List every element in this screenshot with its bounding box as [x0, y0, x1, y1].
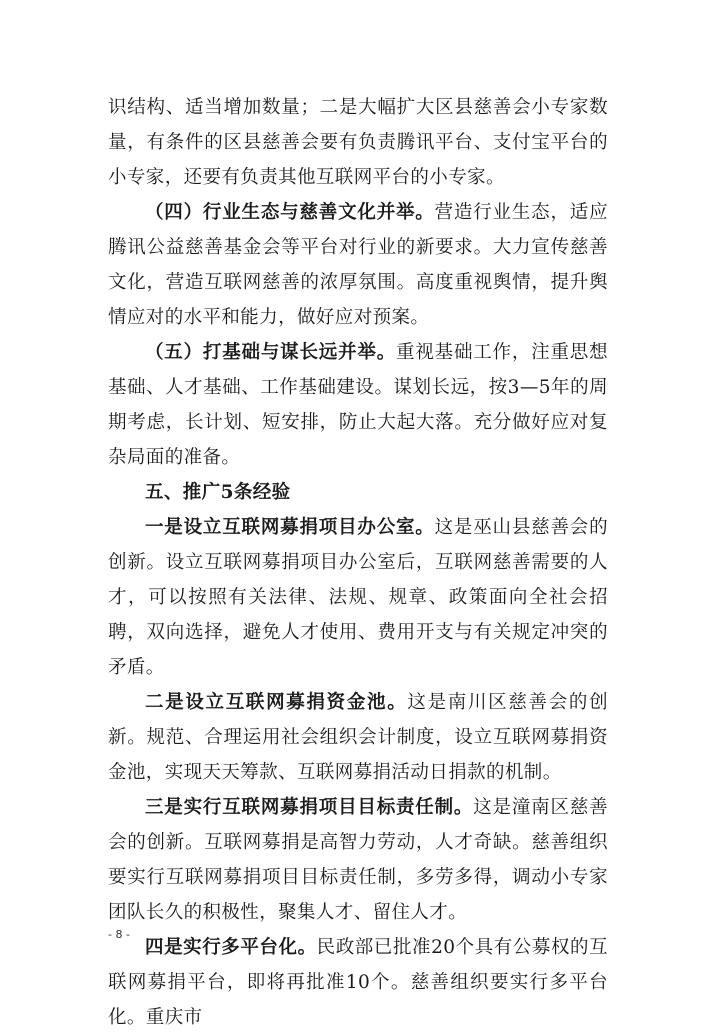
paragraph-text: 营造行业生态，适应腾讯公益慈善基金会等平台对行业的新要求。大力宣传慈善文化，营造互联网慈善的浓厚氛围。高度重视舆情，提升舆情应对的水平和能力，做好应对预案。 [108, 202, 608, 328]
paragraph-continued [108, 90, 608, 195]
paragraph-text: 这是南川区慈善会的创新。规范、合理运用社会组织会计制度，设立互联网募捐资金池，实现天天筹款、互联网募捐活动日捐款的机制。 [108, 692, 608, 783]
paragraph-ecosystem-culture [108, 195, 608, 335]
paragraph-lead: （四）行业生态与慈善文化并举。 [145, 202, 435, 223]
paragraph-experience-1 [108, 510, 608, 685]
paragraph-experience-3 [108, 790, 608, 930]
paragraph-lead: （五）打基础与谋长远并举。 [145, 342, 397, 363]
paragraph-text: 识结构、适当增加数量；二是大幅扩大区县慈善会小专家数量，有条件的区县慈善会要有负责腾讯平台、支付宝平台的小专家，还要有负责其他互联网平台的小专家。 [108, 97, 608, 188]
paragraph-experience-2 [108, 685, 608, 790]
document-body [108, 90, 608, 1035]
paragraph-foundation-longterm [108, 335, 608, 475]
section-heading: 五、推广5条经验 [145, 482, 291, 503]
paragraph-lead: 三是实行互联网募捐项目目标责任制。 [145, 797, 474, 818]
paragraph-text: 民政部已批准20个具有公募权的互联网募捐平台，即将再批准10个。慈善组织要实行多平台化。重庆市 [108, 937, 608, 1028]
paragraph-lead: 二是设立互联网募捐资金池。 [145, 692, 408, 713]
paragraph-text: 这是巫山县慈善会的创新。设立互联网募捐项目办公室后，互联网慈善需要的人才，可以按照有关法律、法规、规章、政策面向全社会招聘，双向选择，避免人才使用、费用开支与有关规定冲突的矛盾。 [108, 517, 608, 678]
paragraph-lead: 一是设立互联网募捐项目办公室。 [145, 517, 435, 538]
paragraph-lead: 四是实行多平台化。 [145, 937, 317, 958]
paragraph-experience-4 [108, 930, 608, 1035]
paragraph-text: 这是潼南区慈善会的创新。互联网募捐是高智力劳动，人才奇缺。慈善组织要实行互联网募捐项目目标责任制，多劳多得，调动小专家团队长久的积极性，聚集人才、留住人才。 [108, 797, 608, 923]
paragraph-text: 重视基础工作，注重思想基础、人才基础、工作基础建设。谋划长远，按3—5年的周期考虑，长计划、短安排，防止大起大落。充分做好应对复杂局面的准备。 [108, 342, 608, 468]
page-number: - 8 - [108, 928, 130, 941]
